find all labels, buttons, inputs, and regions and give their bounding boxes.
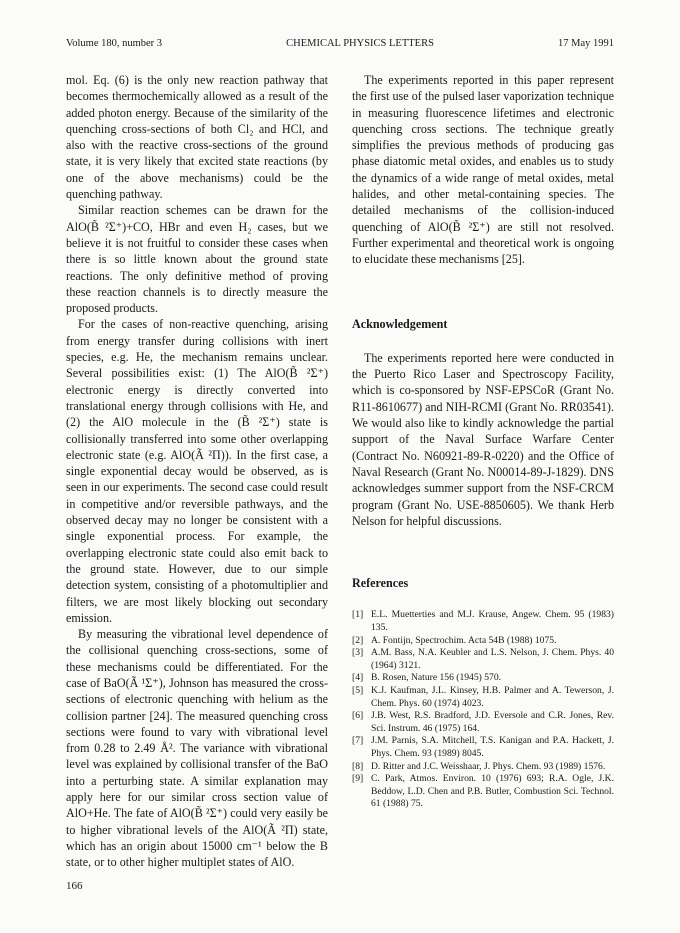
paragraph: By measuring the vibrational level dependence of the collisional quenching cross-sections, some of these mechanisms could be differentiated. For the case of BaO(Ã ¹Σ⁺), Johnson has measured the cross-sections of electronic quenching with helium as the collision partner [24]. The measured quenching cross sections were found to vary with vibrational level from 0.28 to 2.49 Å². The variance with vibrational level was explained by collisional transfer of the BaO into a perturbing state. A similar explanation may apply here for our similar cross section value of AlO+He. The fate of AlO(B̃ ²Σ⁺) could very easily be to higher vibrational levels of the AlO(Ã ²Π) state, which has an origin about 15000 cm⁻¹ below the B state, or to other higher multiplet states of AlO. (66, 627, 328, 870)
reference-text: J.M. Parnis, S.A. Mitchell, T.S. Kanigan and P.A. Hackett, J. Phys. Chem. 93 (1989) 8045. (371, 735, 614, 759)
page-number: 166 (66, 880, 83, 892)
references-heading: References (352, 576, 409, 591)
reference-text: B. Rosen, Nature 156 (1945) 570. (371, 672, 502, 684)
reference-item (352, 773, 614, 811)
reference-text: K.J. Kaufman, J.L. Kinsey, H.B. Palmer and A. Tewerson, J. Chem. Phys. 60 (1974) 4023. (371, 684, 614, 709)
reference-item (352, 685, 614, 710)
right-column (352, 72, 614, 811)
reference-item (352, 609, 614, 634)
reference-item (352, 647, 614, 672)
reference-number: [3] (352, 647, 364, 659)
paragraph: mol. Eq. (6) is the only new reaction pathway that becomes thermochemically allowed as a result of the added photon energy. Because of the similarity of the quenching cross-sections of both Cl₂ and HCl, and also with the reactive cross-sections of the ground state, it is very likely that excited state reactions (by one of the above mechanisms) could be the quenching pathway. (66, 73, 328, 202)
reference-text: E.L. Muetterties and M.J. Krause, Angew. Chem. 95 (1983) 135. (371, 609, 614, 634)
reference-text: A.M. Bass, N.A. Keubler and L.S. Nelson, J. Chem. Phys. 40 (1964) 3121. (371, 647, 614, 671)
journal-title: CHEMICAL PHYSICS LETTERS (286, 38, 434, 49)
reference-item (352, 635, 614, 648)
reference-number: [8] (352, 760, 364, 772)
reference-item (352, 735, 614, 760)
paragraph: Similar reaction schemes can be drawn for the AlO(B̃ ²Σ⁺)+CO, HBr and even H₂ cases, but we believe it is not fruitful to consider these cases when there is so little known about the ground state reactions. The only definitive method of proving these reaction channels is to directly measure the proposed products. (66, 203, 328, 316)
reference-item (352, 761, 614, 774)
acknowledgement-text: The experiments reported here were conducted in the Puerto Rico Laser and Spectroscopy Facility, which is co-sponsored by NSF-EPSCoR (Grant No. R11-8610677) and NIH-RCMI (Grant No. RR03541). We would also like to kindly acknowledge the partial support of the Naval Surface Warfare Center (Contract No. N60921-89-R-0220) and the Office of Naval Research (Grant No. N00014-89-J-1829). DNS acknowledges summer support from the NSF-CRCM program (Grant No. USE-8850605). We thank Herb Nelson for helpful discussions. (352, 350, 614, 528)
reference-number: [1] (352, 609, 364, 621)
left-column (66, 72, 328, 871)
reference-number: [6] (352, 710, 364, 722)
acknowledgement-heading: Acknowledgement (352, 316, 448, 331)
reference-number: [2] (352, 634, 364, 646)
reference-text: D. Ritter and J.C. Weisshaar, J. Phys. Chem. 93 (1989) 1576. (371, 760, 606, 772)
paragraph: For the cases of non-reactive quenching, arising from energy transfer during collisions with inert species, e.g. He, the mechanism remains unclear. Several possibilities exist: (1) The AlO(B̃ ²Σ⁺) electronic energy is directly converted into translational energy through collisions with He, and (2) the AlO molecule in the (B̃ ²Σ⁺) state is collisionally transferred into some other overlapping electronic state (e.g. AlO(Ã ²Π)). In the first case, a single exponential decay would be observed, as is seen in our experiments. The second case could result in competitive and/or reversible pathways, and the observed decay may no longer be consistent with a single exponential process. For example, the overlapping electronic state could also emit back to the ground state. However, due to our simple detection system, consisting of a photomultiplier and filters, we are most likely blocking out secondary emission. (66, 317, 328, 625)
reference-item (352, 710, 614, 735)
running-header (66, 38, 614, 52)
reference-text: C. Park, Atmos. Environ. 10 (1976) 693; R.A. Ogle, J.K. Beddow, L.D. Chen and P.B. Butler, Combustion Sci. Technol. 61 (1988) 75. (371, 773, 614, 810)
reference-text: A. Fontijn, Spectrochim. Acta 54B (1988) 1075. (371, 634, 557, 646)
reference-list (352, 609, 614, 811)
reference-number: [9] (352, 773, 364, 785)
reference-item (352, 672, 614, 685)
paragraph: The experiments reported in this paper represent the first use of the pulsed laser vaporization technique in measuring fluorescence lifetimes and electronic quenching cross sections. The technique greatly simplifies the previous methods of producing gas phase diatomic metal oxides, and enables us to study the dynamics of a wide range of metal oxides, metal halides, and other metal-containing species. The detailed mechanisms of the collision-induced quenching of AlO(B̃ ²Σ⁺) are still not resolved. Further experimental and theoretical work is ongoing to elucidate these mechanisms [25]. (352, 73, 614, 267)
reference-text: J.B. West, R.S. Bradford, J.D. Eversole and C.R. Jones, Rev. Sci. Instrum. 46 (1975) 164. (371, 710, 614, 734)
issue-date: 17 May 1991 (557, 38, 614, 49)
reference-number: [5] (352, 684, 364, 696)
reference-number: [7] (352, 735, 364, 747)
reference-number: [4] (352, 672, 364, 684)
volume-info: Volume 180, number 3 (66, 38, 163, 49)
